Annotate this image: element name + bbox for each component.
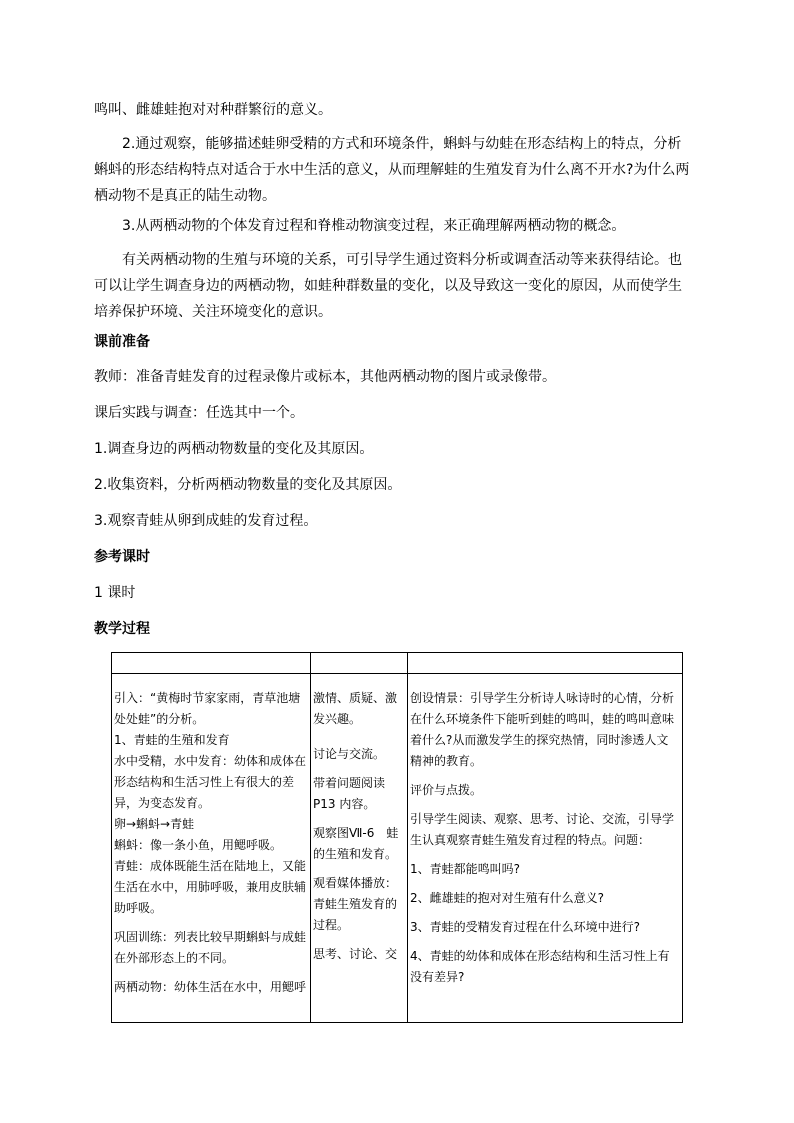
guidance-line: 引导学生阅读、观察、思考、讨论、交流，引导学生认真观察青蛙生殖发育过程的特点。问题：	[410, 812, 675, 847]
teaching-content-cell	[112, 674, 311, 1023]
paragraph-intro-continuation: 鸣叫、雌雄蛙抱对对种群繁衍的意义。	[94, 102, 332, 118]
content-line: 1、青蛙的生殖和发育	[114, 733, 230, 747]
student-activity-cell	[311, 674, 408, 1023]
activity-line: 讨论与交流。	[313, 747, 386, 761]
activity-line: 激情、质疑、激发兴趣。	[313, 691, 398, 726]
hours-value: 1 课时	[94, 585, 136, 601]
activity-line: 观察图Ⅶ-6 蛙的生殖和发育。	[313, 826, 399, 861]
heading-preparation: 课前准备	[94, 334, 150, 350]
content-line: 卵→蝌蚪→青蛙	[114, 817, 195, 831]
teacher-preparation: 教师：准备青蛙发育的过程录像片或标本，其他两栖动物的图片或录像带。	[94, 369, 556, 385]
paragraph-objective-3: 3.从两栖动物的个体发育过程和脊椎动物演变过程，来正确理解两栖动物的概念。	[122, 218, 626, 234]
table-row	[112, 674, 683, 1023]
guidance-line: 1、青蛙都能鸣叫吗?	[410, 862, 521, 876]
guidance-line: 4、青蛙的幼体和成体在形态结构和生活习性上有没有差异?	[410, 949, 670, 984]
guidance-line: 3、青蛙的受精发育过程在什么环境中进行?	[410, 920, 641, 934]
table-header-row	[112, 653, 683, 674]
table-header-cell	[311, 653, 408, 674]
paragraph-environment: 有关两栖动物的生殖与环境的关系，可引导学生通过资料分析或调查活动等来获得结论。也可以让学生调查身边的两栖动物，如蛙种群数量的变化，以及导致这一变化的原因，从而使学生培养保护环境、关注环境变化的意识。	[94, 252, 682, 320]
content-line: 引入：“黄梅时节家家雨，青草池塘处处蛙”的分析。	[114, 691, 301, 726]
teaching-process-table	[111, 652, 683, 1023]
guidance-line: 创设情景：引导学生分析诗人咏诗时的心情，分析在什么环境条件下能听到蛙的鸣叫，蛙的鸣叫意味着什么?从而激发学生的探究热情，同时渗透人文精神的教育。	[410, 691, 675, 768]
heading-hours: 参考课时	[94, 549, 150, 565]
content-line: 蝌蚪：像一条小鱼，用鳃呼吸。	[114, 838, 283, 852]
activity-line: 带着问题阅读 P13 内容。	[313, 776, 386, 811]
activity-line: 观看媒体播放：青蛙生殖发育的过程。	[313, 876, 398, 932]
content-line: 两栖动物：幼体生活在水中，用鳃呼	[114, 980, 307, 994]
table-header-cell	[112, 653, 311, 674]
practice-item-3: 3.观察青蛙从卵到成蛙的发育过程。	[94, 513, 318, 529]
practice-item-1: 1.调查身边的两栖动物数量的变化及其原因。	[94, 441, 374, 457]
guidance-line: 2、雌雄蛙的抱对对生殖有什么意义?	[410, 891, 605, 905]
activity-line: 思考、讨论、交	[313, 947, 398, 961]
practice-item-2: 2.收集资料，分析两栖动物数量的变化及其原因。	[94, 477, 402, 493]
content-line: 青蛙：成体既能生活在陆地上，又能生活在水中，用肺呼吸，兼用皮肤辅助呼吸。	[114, 859, 307, 915]
content-line: 巩固训练：列表比较早期蝌蚪与成蛙在外部形态上的不同。	[114, 930, 307, 965]
guidance-line: 评价与点拨。	[410, 783, 483, 797]
heading-process: 教学过程	[94, 621, 150, 637]
content-line: 水中受精，水中发育：幼体和成体在形态结构和生活习性上有很大的差异，为变态发育。	[114, 754, 307, 810]
practice-intro: 课后实践与调查：任选其中一个。	[94, 405, 304, 421]
paragraph-objective-2: 2.通过观察，能够描述蛙卵受精的方式和环境条件，蝌蚪与幼蛙在形态结构上的特点，分析蝌蚪的形态结构特点对适合于水中生活的意义，从而理解蛙的生殖发育为什么离不开水?为什么两栖动物不是真正的陆生动物。	[94, 136, 690, 204]
table-header-cell	[408, 653, 683, 674]
teacher-guidance-cell	[408, 674, 683, 1023]
